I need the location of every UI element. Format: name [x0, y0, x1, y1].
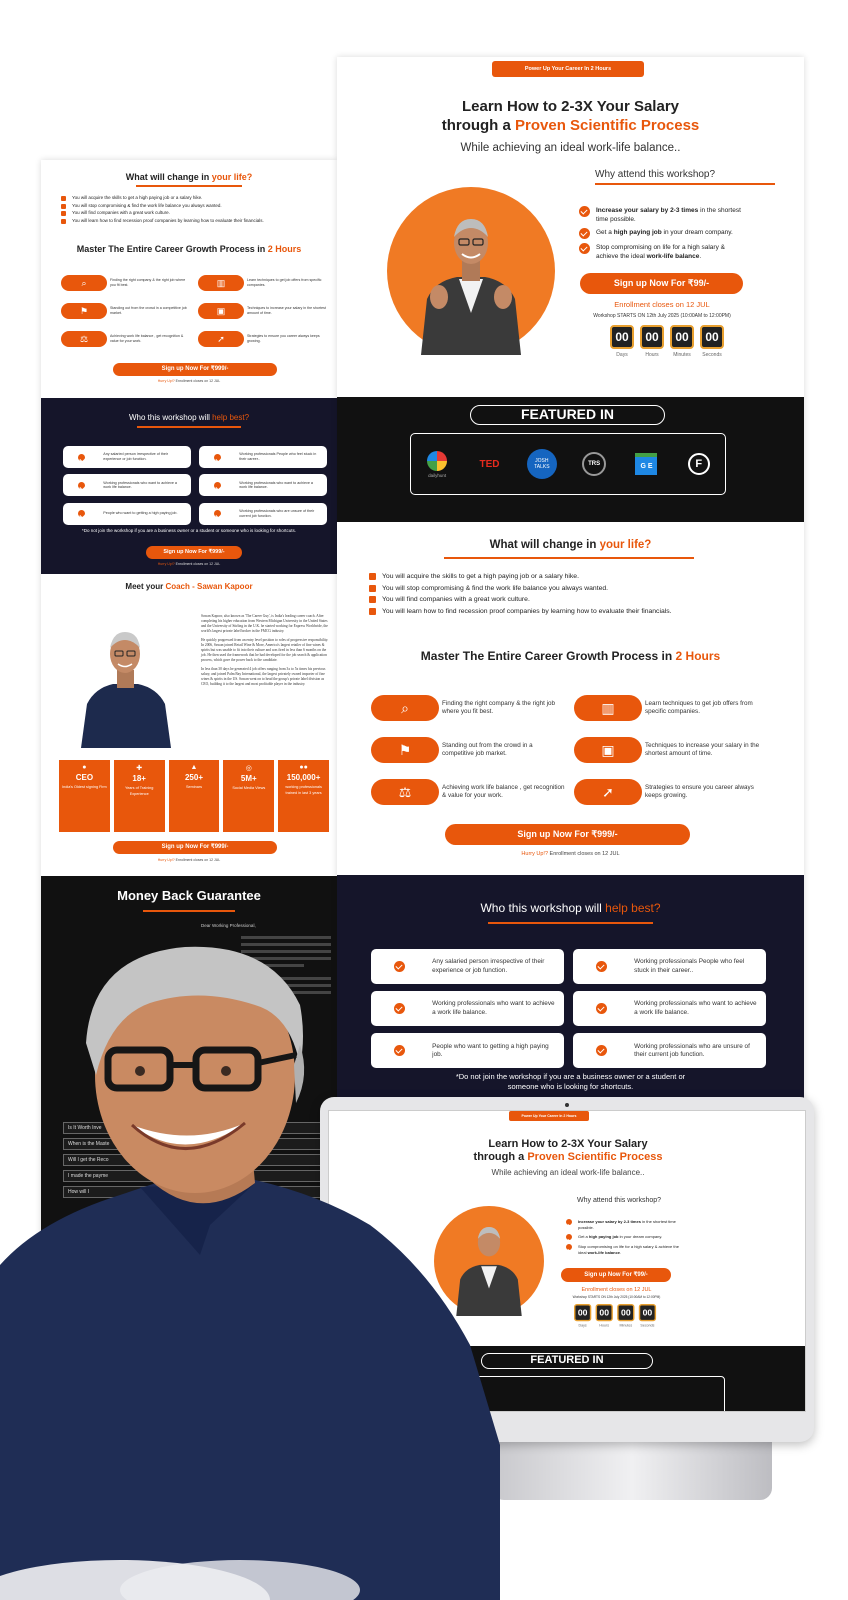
who-note: *Do not join the workshop if you are a business owner or a student or someone who is looking for shortcuts.	[455, 1072, 686, 1091]
search-icon: ⌕	[371, 695, 439, 721]
check-icon	[214, 482, 221, 489]
timer-unit: 00 Seconds	[639, 1304, 656, 1328]
monitor-hero-closes: Enrollment closes on 12 JUL	[581, 1287, 652, 1293]
monitor-why-list	[566, 1219, 686, 1259]
checkbox-icon	[61, 196, 66, 201]
checkbox-icon	[369, 608, 376, 615]
why-item: Stop compromising on life for a high salary & achieve the ideal work-life balance.	[566, 1244, 686, 1255]
monitor-hero-title: Learn How to 2-3X Your Salary through a Proven Scientific Process	[473, 1138, 663, 1163]
monitor-featured-title: FEATURED IN	[481, 1353, 653, 1369]
master-title: Master The Entire Career Growth Process in 2 Hours	[420, 649, 721, 663]
stat-card: ▲ 250+ Seminars	[169, 760, 220, 832]
why-title: Why attend this workshop?	[595, 169, 716, 180]
checkbox-icon	[61, 211, 66, 216]
master-item: ⌕ Finding the right company & the right job where you fit best.	[371, 695, 566, 721]
featured-section	[337, 397, 804, 522]
why-item: Stop compromising on life for a high salary & achieve the ideal work-life balance.	[579, 243, 749, 261]
left-master-closes: Hurry Up!? Enrollment closes on 12 JUL	[157, 379, 221, 383]
user-icon: ●	[82, 764, 87, 771]
hero-subtitle: While achieving an ideal work-life balance..	[460, 142, 681, 154]
building-icon: ▥	[574, 695, 642, 721]
change-item: You will find companies with a great work culture.	[369, 594, 789, 606]
change-item: You will stop compromising & find the work life balance you always wanted.	[369, 583, 789, 595]
left-master-grid	[61, 275, 331, 355]
who-card: Working professionals People who feel stuck in their career..	[573, 949, 766, 984]
change-list	[369, 571, 789, 617]
f-logo: F	[679, 446, 719, 482]
tedx-logo: TED	[479, 458, 500, 470]
hero-photo	[387, 187, 555, 355]
check-icon	[78, 454, 85, 461]
left-coach-bio	[201, 614, 329, 691]
faq-item[interactable]: Will I get the Reco	[63, 1154, 333, 1166]
presentation-icon: ⚑	[61, 303, 107, 319]
monitor-hero-starts: Workshop STARTS ON 12th July 2025 (10:00AM to 12:00PM)	[572, 1295, 661, 1299]
check-icon	[596, 1003, 607, 1014]
checkbox-icon	[61, 219, 66, 224]
change-item: You will learn how to find recession proof companies by learning how to evaluate their financials.	[369, 606, 789, 618]
timer-unit: 00 Days	[610, 325, 634, 358]
who-card: Working professionals who want to achieve a work life balance.	[371, 991, 564, 1026]
left-coach-closes: Hurry Up!? Enrollment closes on 12 JUL	[157, 858, 221, 862]
featured-title: FEATURED IN	[470, 405, 665, 425]
balance-icon: ⚖	[371, 779, 439, 805]
who-card: Any salaried person irrespective of their experience or job function.	[63, 446, 191, 468]
who-card: Working professionals who are unsure of their current job function.	[573, 1033, 766, 1068]
why-item: Increase your salary by 2-3 times in the shortest time possible.	[566, 1219, 686, 1230]
left-coach-title: Meet your Coach - Sawan Kapoor	[125, 582, 253, 591]
timer-unit: 00 Minutes	[670, 325, 694, 358]
left-who-title: Who this workshop will help best?	[128, 413, 250, 422]
change-item: You will acquire the skills to get a high paying job or a salary hike.	[369, 571, 789, 583]
graduation-cap-icon: ▲	[190, 764, 198, 771]
who-card: Any salaried person irrespective of their experience or job function.	[371, 949, 564, 984]
check-icon	[78, 482, 85, 489]
check-icon	[566, 1234, 572, 1240]
monitor-timer	[574, 1304, 656, 1328]
who-card: People who want to getting a high paying job.	[63, 503, 191, 525]
who-card: Working professionals who want to achieve a work life balance.	[63, 474, 191, 496]
master-item: ▥ Learn techniques to get job offers from specific companies.	[574, 695, 769, 721]
check-icon	[579, 243, 590, 254]
top-banner: Power Up Your Career In 2 Hours	[492, 61, 644, 77]
why-item: Increase your salary by 2-3 times in the shortest time possible.	[579, 206, 749, 224]
stat-card: ●● 150,000+ working professionals trained in last 3 years	[278, 760, 329, 832]
master-item: ⚖ Achieving work life balance , get recognition & value for your work.	[61, 331, 190, 347]
change-item: You will stop compromising & find the work life balance you always wanted.	[61, 202, 321, 210]
featured-logos	[410, 433, 726, 495]
why-item: Get a high paying job in your dream company.	[566, 1234, 686, 1240]
check-icon	[566, 1219, 572, 1225]
stat-card: ● CEO India's Oldest signing Firm	[59, 760, 110, 832]
bio-paragraph: Sawan Kapoor, also known as 'The Career Guy', is India's leading career coach. After completing his higher education from Western Michigan University in the United States and the University of Stirling in the U.K. he started working for Express Worldwide, the world's largest private label broker in the FMCG industry.	[201, 614, 328, 633]
who-card: Working professionals People who feel stuck in their career..	[199, 446, 327, 468]
cash-icon: ▣	[574, 737, 642, 763]
faq-item[interactable]: Is It Worth Inve	[63, 1122, 333, 1134]
left-who-note: *Do not join the workshop if you are a business owner or a student or someone who is looking for shortcuts.	[81, 528, 297, 533]
cash-icon: ▣	[198, 303, 244, 319]
left-change-title: What will change in your life?	[125, 172, 253, 182]
checkbox-icon	[61, 204, 66, 209]
faq-item[interactable]: How will I	[63, 1186, 333, 1198]
money-back-greeting: Dear Working Professional,	[201, 923, 256, 928]
hero-closes: Enrollment closes on 12 JUL	[614, 300, 710, 309]
monitor-hero-cta[interactable]: Sign up Now For ₹99/-	[561, 1268, 671, 1282]
checkbox-icon	[369, 585, 376, 592]
hero-cta[interactable]: Sign up Now For ₹99/-	[580, 273, 743, 294]
who-card: Working professionals who want to achieve a work life balance.	[573, 991, 766, 1026]
master-item: ⚑ Standing out from the crowd in a competitive job market.	[371, 737, 566, 763]
master-item: ➚ Strategies to ensure you career always keeps growing.	[574, 779, 769, 805]
timer-unit: 00 Seconds	[700, 325, 724, 358]
faq-item[interactable]: I made the payme	[63, 1170, 333, 1182]
check-icon	[566, 1244, 572, 1250]
monitor-top-banner: Power Up Your Career In 2 Hours	[509, 1111, 589, 1121]
left-who-section	[41, 398, 337, 574]
money-back-title: Money Back Guarantee	[117, 888, 261, 903]
master-item: ▣ Techniques to increase your salary in the shortest amount of time.	[574, 737, 769, 763]
master-item: ⚑ Standing out from the crowd in a competitive job market.	[61, 303, 190, 319]
who-card: People who want to getting a high paying job.	[371, 1033, 564, 1068]
checkbox-icon	[369, 573, 376, 580]
check-icon	[596, 1045, 607, 1056]
check-icon	[214, 454, 221, 461]
hero-starts: Workshop STARTS ON 12th July 2025 (10:00AM to 12:00PM)	[593, 313, 731, 319]
who-card: Working professionals who are unsure of their current job function.	[199, 503, 327, 525]
timer-unit: 00 Days	[574, 1304, 591, 1328]
balance-icon: ⚖	[61, 331, 107, 347]
left-master-title: Master The Entire Career Growth Process in 2 Hours	[76, 244, 302, 254]
coach-photo	[73, 606, 178, 748]
who-title: Who this workshop will help best?	[480, 901, 661, 915]
master-closes: Hurry Up!? Enrollment closes on 12 JUL	[521, 851, 620, 857]
master-cta[interactable]: Sign up Now For ₹999/-	[445, 824, 690, 845]
check-icon	[596, 961, 607, 972]
master-item: ▥ Learn techniques to get job offers from specific companies.	[198, 275, 327, 291]
master-item: ➚ Strategies to ensure you career always keeps growing.	[198, 331, 327, 347]
left-who-cta[interactable]: Sign up Now For ₹999/-	[146, 546, 242, 559]
change-item: You will acquire the skills to get a high paying job or a salary hike.	[61, 194, 321, 202]
group-icon: ●●	[299, 764, 308, 771]
building-icon: ▥	[198, 275, 244, 291]
foreground-person	[0, 925, 500, 1600]
timer-unit: 00 Minutes	[617, 1304, 634, 1328]
why-list	[579, 206, 749, 265]
monitor-hero-subtitle: While achieving an ideal work-life balance..	[491, 1168, 645, 1177]
master-item: ▣ Techniques to increase your salary in the shortest amount of time.	[198, 303, 327, 319]
search-icon: ⌕	[61, 275, 107, 291]
left-master-cta[interactable]: Sign up Now For ₹999/-	[113, 363, 277, 376]
timer-unit: 00 Hours	[640, 325, 664, 358]
left-coach-stats	[59, 760, 329, 832]
who-card: Working professionals who want to achieve a work life balance.	[199, 474, 327, 496]
hero-title: Learn How to 2-3X Your Salary through a Proven Scientific Process	[441, 98, 700, 134]
add-user-icon: ✚	[136, 765, 143, 772]
stat-card: ◎ 5M+ Social Media Views	[223, 760, 274, 832]
master-grid	[371, 695, 791, 825]
presentation-icon: ⚑	[371, 737, 439, 763]
monitor-why-title: Why attend this workshop?	[577, 1197, 662, 1204]
rocket-icon: ➚	[574, 779, 642, 805]
left-change-list	[61, 194, 321, 224]
check-icon	[579, 206, 590, 217]
checkbox-icon	[369, 596, 376, 603]
instagram-icon: ◎	[245, 765, 252, 772]
change-item: You will learn how to find recession proof companies by learning how to evaluate their financials.	[61, 217, 321, 225]
countdown-timer	[610, 325, 724, 358]
stat-card: ✚ 18+ Years of Training Experience	[114, 760, 165, 832]
check-icon	[78, 510, 85, 517]
josh-talks-logo: JOSH TALKS	[522, 446, 562, 482]
faq-item[interactable]: When is the Maste	[63, 1138, 333, 1150]
why-item: Get a high paying job in your dream company.	[579, 228, 749, 239]
dailyhunt-logo: dailyhunt	[417, 446, 457, 482]
bio-paragraph: In less than 30 days he generated 4 job offers ranging from 3x to 5x times his previous salary, and joined Palm Bay International, the largest privately owned importer of fine wines & spirits in the US. Sawan went on to head the group's private label division as CEO, building it to the largest and most profitable player in the industry.	[201, 667, 326, 686]
check-icon	[579, 228, 590, 239]
left-who-closes: Hurry Up!? Enrollment closes on 12 JUL	[157, 562, 221, 566]
bio-paragraph: He quickly progressed from an entry level position to roles of progressive responsibility. In 2006, Sawan joined Retail Wine & More, America's largest retailer of fine wines & spirits but was unable to fit into their culture and was fired in less than 6 months on the job. He then used the framework that he had developed for the job search & application process, which gave the power back to the candidate.	[201, 638, 329, 662]
change-title: What will change in your life?	[489, 539, 652, 551]
google-logo: G E	[626, 446, 666, 482]
master-item: ⌕ Finding the right company & the right job where you fit best.	[61, 275, 190, 291]
check-icon	[214, 510, 221, 517]
timer-unit: 00 Hours	[596, 1304, 613, 1328]
master-item: ⚖ Achieving work life balance , get recognition & value for your work.	[371, 779, 566, 805]
rocket-icon: ➚	[198, 331, 244, 347]
change-item: You will find companies with a great work culture.	[61, 209, 321, 217]
trs-logo: TRS	[574, 446, 614, 482]
left-coach-cta[interactable]: Sign up Now For ₹999/-	[113, 841, 277, 854]
